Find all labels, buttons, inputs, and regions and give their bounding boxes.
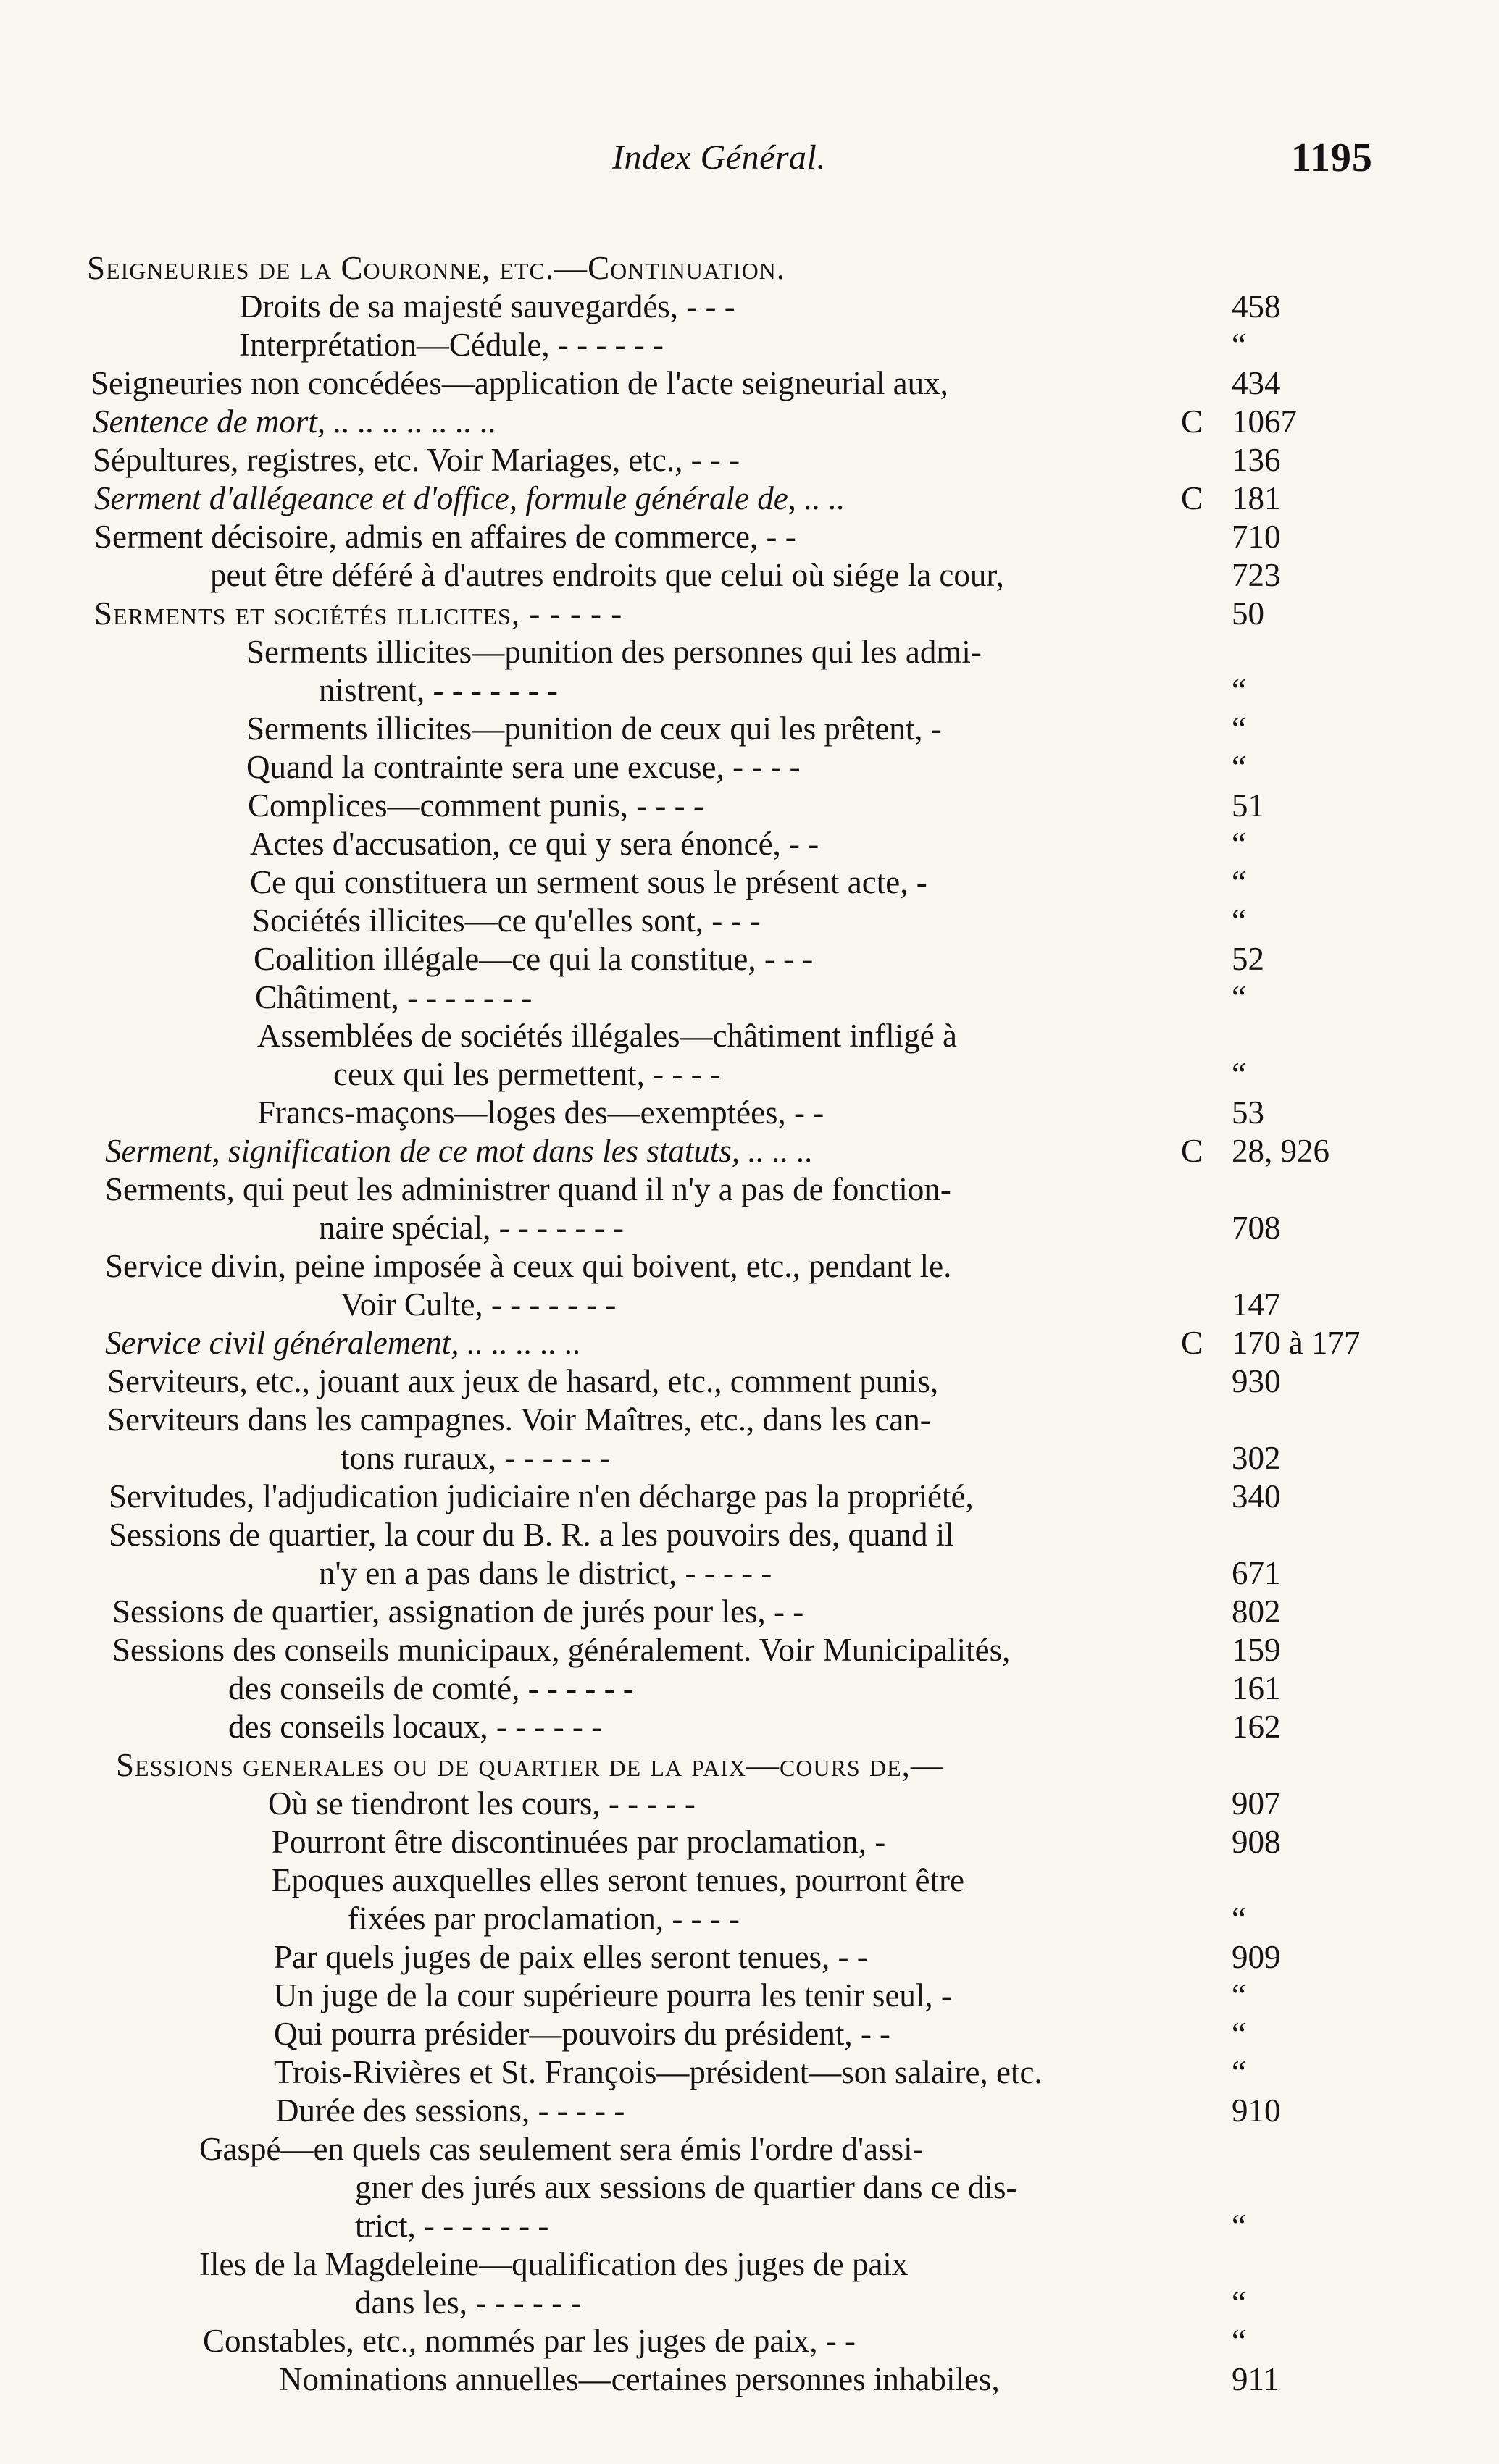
index-line (0, 2284, 1499, 2322)
page-ref: 907 (1232, 1785, 1281, 1822)
index-entry-text: naire spécial, - - - - - - - (319, 1210, 625, 1246)
index-line (0, 1170, 1499, 1209)
index-entry-text: Complices—comment punis, - - - - (248, 787, 704, 824)
page-ref: 181 (1232, 480, 1281, 516)
index-entry-text: Francs-maçons—loges des—exemptées, - - (257, 1094, 824, 1131)
index-entry-text: des conseils de comté, - - - - - - (228, 1670, 634, 1706)
index-entry-text: Actes d'accusation, ce qui y sera énoncé, - - (250, 826, 819, 862)
index-line (0, 1516, 1499, 1554)
index-entry-text: gner des jurés aux sessions de quartier dans ce dis- (355, 2169, 1017, 2205)
page-ref: “ (1232, 826, 1246, 862)
page-ref: 159 (1232, 1632, 1281, 1668)
index-line (0, 1017, 1499, 1055)
index-entry-text: Droits de sa majesté sauvegardés, - - - (239, 288, 735, 324)
page-ref: “ (1232, 902, 1246, 939)
page-ref: “ (1232, 1901, 1246, 1937)
index-entry-text: n'y en a pas dans le district, - - - - - (319, 1555, 772, 1591)
index-line (0, 1593, 1499, 1631)
index-entry-text: Sessions des conseils municipaux, généralement. Voir Municipalités, (112, 1632, 1011, 1668)
page-ref: 723 (1232, 557, 1281, 593)
index-line (0, 2245, 1499, 2284)
index-line (0, 1708, 1499, 1746)
page-ref: 147 (1232, 1286, 1281, 1323)
index-entry-text: Epoques auxquelles elles seront tenues, pourront être (272, 1862, 964, 1898)
index-entry-text: Iles de la Magdeleine—qualification des juges de paix (199, 2246, 909, 2282)
index-heading: Serments et sociétés illicites, - - - - - (94, 595, 623, 632)
page-ref: “ (1232, 2284, 1246, 2321)
page-ref: 910 (1232, 2092, 1281, 2129)
page-ref: 908 (1232, 1824, 1281, 1860)
index-entry-text: peut être déféré à d'autres endroits que celui où siége la cour, (210, 557, 1004, 593)
index-line (0, 825, 1499, 863)
index-entry-text: Interprétation—Cédule, - - - - - - (239, 327, 664, 363)
page-ref: 161 (1232, 1670, 1281, 1706)
index-line (0, 249, 1499, 288)
index-line (0, 2207, 1499, 2245)
page-ref: 50 (1232, 595, 1264, 632)
index-line (0, 2015, 1499, 2053)
index-line (0, 979, 1499, 1017)
index-line (0, 1977, 1499, 2015)
index-entry-text: Constables, etc., nommés par les juges de paix, - - (203, 2323, 856, 2359)
page-ref: 930 (1232, 1363, 1281, 1399)
index-line (0, 1401, 1499, 1439)
index-line (0, 1554, 1499, 1593)
index-entry-text: nistrent, - - - - - - - (319, 672, 558, 708)
index-entry-text: Sociétés illicites—ce qu'elles sont, - - - (252, 902, 761, 939)
index-entry-text: Durée des sessions, - - - - - (275, 2092, 625, 2129)
index-line: Sentence de mort, .. .. .. .. .. .. .. C 1067 (0, 403, 1499, 441)
index-line (0, 710, 1499, 748)
index-entries (0, 249, 1499, 2399)
index-line (0, 1094, 1499, 1132)
page-ref: “ (1232, 2016, 1246, 2052)
page-ref: 51 (1232, 787, 1264, 824)
index-line (0, 2168, 1499, 2207)
page-ref: 302 (1232, 1440, 1281, 1476)
index-entry-text: Par quels juges de paix elles seront tenues, - - (274, 1939, 868, 1975)
index-line (0, 441, 1499, 479)
page-ref: “ (1232, 2054, 1246, 2090)
page-ref: 1067 (1232, 403, 1297, 440)
page-ref: 710 (1232, 519, 1281, 555)
index-line (0, 518, 1499, 556)
index-entry-text: Assemblées de sociétés illégales—châtiment infligé à (257, 1018, 957, 1054)
page-number: 1195 (1291, 135, 1373, 180)
index-line (0, 1478, 1499, 1516)
index-line: Serment, signification de ce mot dans les statuts, .. .. .. C 28, 926 (0, 1132, 1499, 1170)
index-line (0, 2130, 1499, 2168)
page-ref: 458 (1232, 288, 1281, 324)
page-ref: 909 (1232, 1939, 1281, 1975)
index-entry-text: Châtiment, - - - - - - - (255, 979, 533, 1015)
index-entry-text: Sessions de quartier, assignation de jurés pour les, - - (112, 1593, 804, 1630)
page-ref: 911 (1232, 2361, 1279, 2397)
index-line (0, 1439, 1499, 1478)
index-entry-text: Serments illicites—punition de ceux qui les prêtent, - (246, 711, 942, 747)
index-entry-text: Sépultures, registres, etc. Voir Mariages, etc., - - - (93, 442, 740, 478)
index-entry-text: des conseils locaux, - - - - - - (228, 1709, 603, 1745)
index-entry-text: Serment d'allégeance et d'office, formule générale de, .. .. (94, 480, 845, 516)
running-title: Index Général. (612, 138, 826, 177)
index-entry-text: Pourront être discontinuées par proclamation, - (272, 1824, 886, 1860)
index-line (0, 2360, 1499, 2399)
index-line (0, 1938, 1499, 1977)
index-line (0, 633, 1499, 671)
index-entry-text: Ce qui constituera un serment sous le présent acte, - (250, 864, 927, 900)
index-line (0, 1746, 1499, 1785)
index-line (0, 2092, 1499, 2130)
index-entry-text: ceux qui les permettent, - - - - (333, 1056, 721, 1092)
index-line (0, 1785, 1499, 1823)
page-ref: 53 (1232, 1094, 1264, 1131)
index-entry-text: Où se tiendront les cours, - - - - - (268, 1785, 696, 1822)
index-entry-text: Seigneuries non concédées—application de l'acte seigneurial aux, (91, 365, 948, 401)
index-entry-text: Serment décisoire, admis en affaires de commerce, - - (94, 519, 796, 555)
page-ref: 28, 926 (1232, 1133, 1329, 1169)
index-entry-text: Trois-Rivières et St. François—président—son salaire, etc. (274, 2054, 1043, 2090)
page-ref: “ (1232, 979, 1246, 1015)
index-line (0, 748, 1499, 787)
index-entry-text: Quand la contrainte sera une excuse, - - - - (246, 749, 801, 785)
index-entry-text: Coalition illégale—ce qui la constitue, - - - (254, 941, 814, 977)
page-ref: 708 (1232, 1210, 1281, 1246)
index-line (0, 2053, 1499, 2092)
page-ref: 136 (1232, 442, 1281, 478)
page-ref: 162 (1232, 1709, 1281, 1745)
page-ref: “ (1232, 749, 1246, 785)
index-line (0, 1823, 1499, 1861)
page-ref: “ (1232, 1977, 1246, 2013)
index-heading: Seigneuries de la Couronne, etc.—Continuation. (87, 250, 786, 286)
index-entry-text: Un juge de la cour supérieure pourra les tenir seul, - (274, 1977, 952, 2013)
index-line (0, 1900, 1499, 1938)
index-entry-text: Qui pourra présider—pouvoirs du président, - - (274, 2016, 891, 2052)
index-line (0, 326, 1499, 364)
page-ref: “ (1232, 327, 1246, 363)
index-line (0, 1362, 1499, 1401)
index-line (0, 1631, 1499, 1669)
index-line (0, 556, 1499, 595)
page-ref: 52 (1232, 941, 1264, 977)
index-entry-text: Voir Culte, - - - - - - - (341, 1286, 617, 1323)
index-entry-text: Service divin, peine imposée à ceux qui boivent, etc., pendant le. (105, 1248, 952, 1284)
index-line (0, 288, 1499, 326)
index-line (0, 671, 1499, 710)
index-heading: Sessions generales ou de quartier de la paix—cours de,— (116, 1747, 944, 1783)
index-entry-text: Serments illicites—punition des personnes qui les admi- (246, 634, 982, 670)
page-ref: 340 (1232, 1478, 1281, 1514)
page-ref: 802 (1232, 1593, 1281, 1630)
index-line (0, 364, 1499, 403)
page-header (0, 135, 1499, 188)
index-entry-text: dans les, - - - - - - (355, 2284, 582, 2321)
index-entry-text: Serviteurs, etc., jouant aux jeux de hasard, etc., comment punis, (107, 1363, 939, 1399)
index-entry-text: Nominations annuelles—certaines personnes inhabiles, (279, 2361, 1000, 2397)
page-ref: 170 à 177 (1232, 1325, 1361, 1361)
index-entry-text: fixées par proclamation, - - - - (348, 1901, 740, 1937)
index-line: Serment d'allégeance et d'office, formule générale de, .. .. C 181 (0, 479, 1499, 518)
index-line (0, 1861, 1499, 1900)
page-ref: 671 (1232, 1555, 1281, 1591)
index-entry-text: Gaspé—en quels cas seulement sera émis l'ordre d'assi- (199, 2131, 924, 2167)
page-ref: 434 (1232, 365, 1281, 401)
index-entry-text: Servitudes, l'adjudication judiciaire n'en décharge pas la propriété, (109, 1478, 974, 1514)
index-line (0, 1286, 1499, 1324)
index-line (0, 2322, 1499, 2360)
index-line (0, 1055, 1499, 1094)
index-entry-text: Sessions de quartier, la cour du B. R. a les pouvoirs des, quand il (109, 1517, 954, 1553)
page-ref: “ (1232, 2323, 1246, 2359)
index-line (0, 595, 1499, 633)
index-entry-text: Service civil généralement, .. .. .. .. .. (105, 1325, 582, 1361)
index-entry-text: Serviteurs dans les campagnes. Voir Maîtres, etc., dans les can- (107, 1401, 931, 1438)
page-ref: “ (1232, 1056, 1246, 1092)
index-entry-text: tons ruraux, - - - - - - (341, 1440, 611, 1476)
index-line (0, 787, 1499, 825)
index-line: Service civil généralement, .. .. .. .. .. C 170 à 177 (0, 1324, 1499, 1362)
index-line (0, 1247, 1499, 1286)
page-ref: “ (1232, 711, 1246, 747)
index-entry-text: Sentence de mort, .. .. .. .. .. .. .. (93, 403, 497, 440)
index-line (0, 902, 1499, 940)
index-line (0, 940, 1499, 979)
index-entry-text: Serment, signification de ce mot dans les statuts, .. .. .. (105, 1133, 814, 1169)
page-ref: “ (1232, 2208, 1246, 2244)
page-ref: “ (1232, 864, 1246, 900)
index-entry-text: Serments, qui peut les administrer quand il n'y a pas de fonction- (105, 1171, 951, 1207)
index-line (0, 1669, 1499, 1708)
index-entry-text: trict, - - - - - - - (355, 2208, 549, 2244)
index-line (0, 863, 1499, 902)
index-line (0, 1209, 1499, 1247)
page-ref: “ (1232, 672, 1246, 708)
